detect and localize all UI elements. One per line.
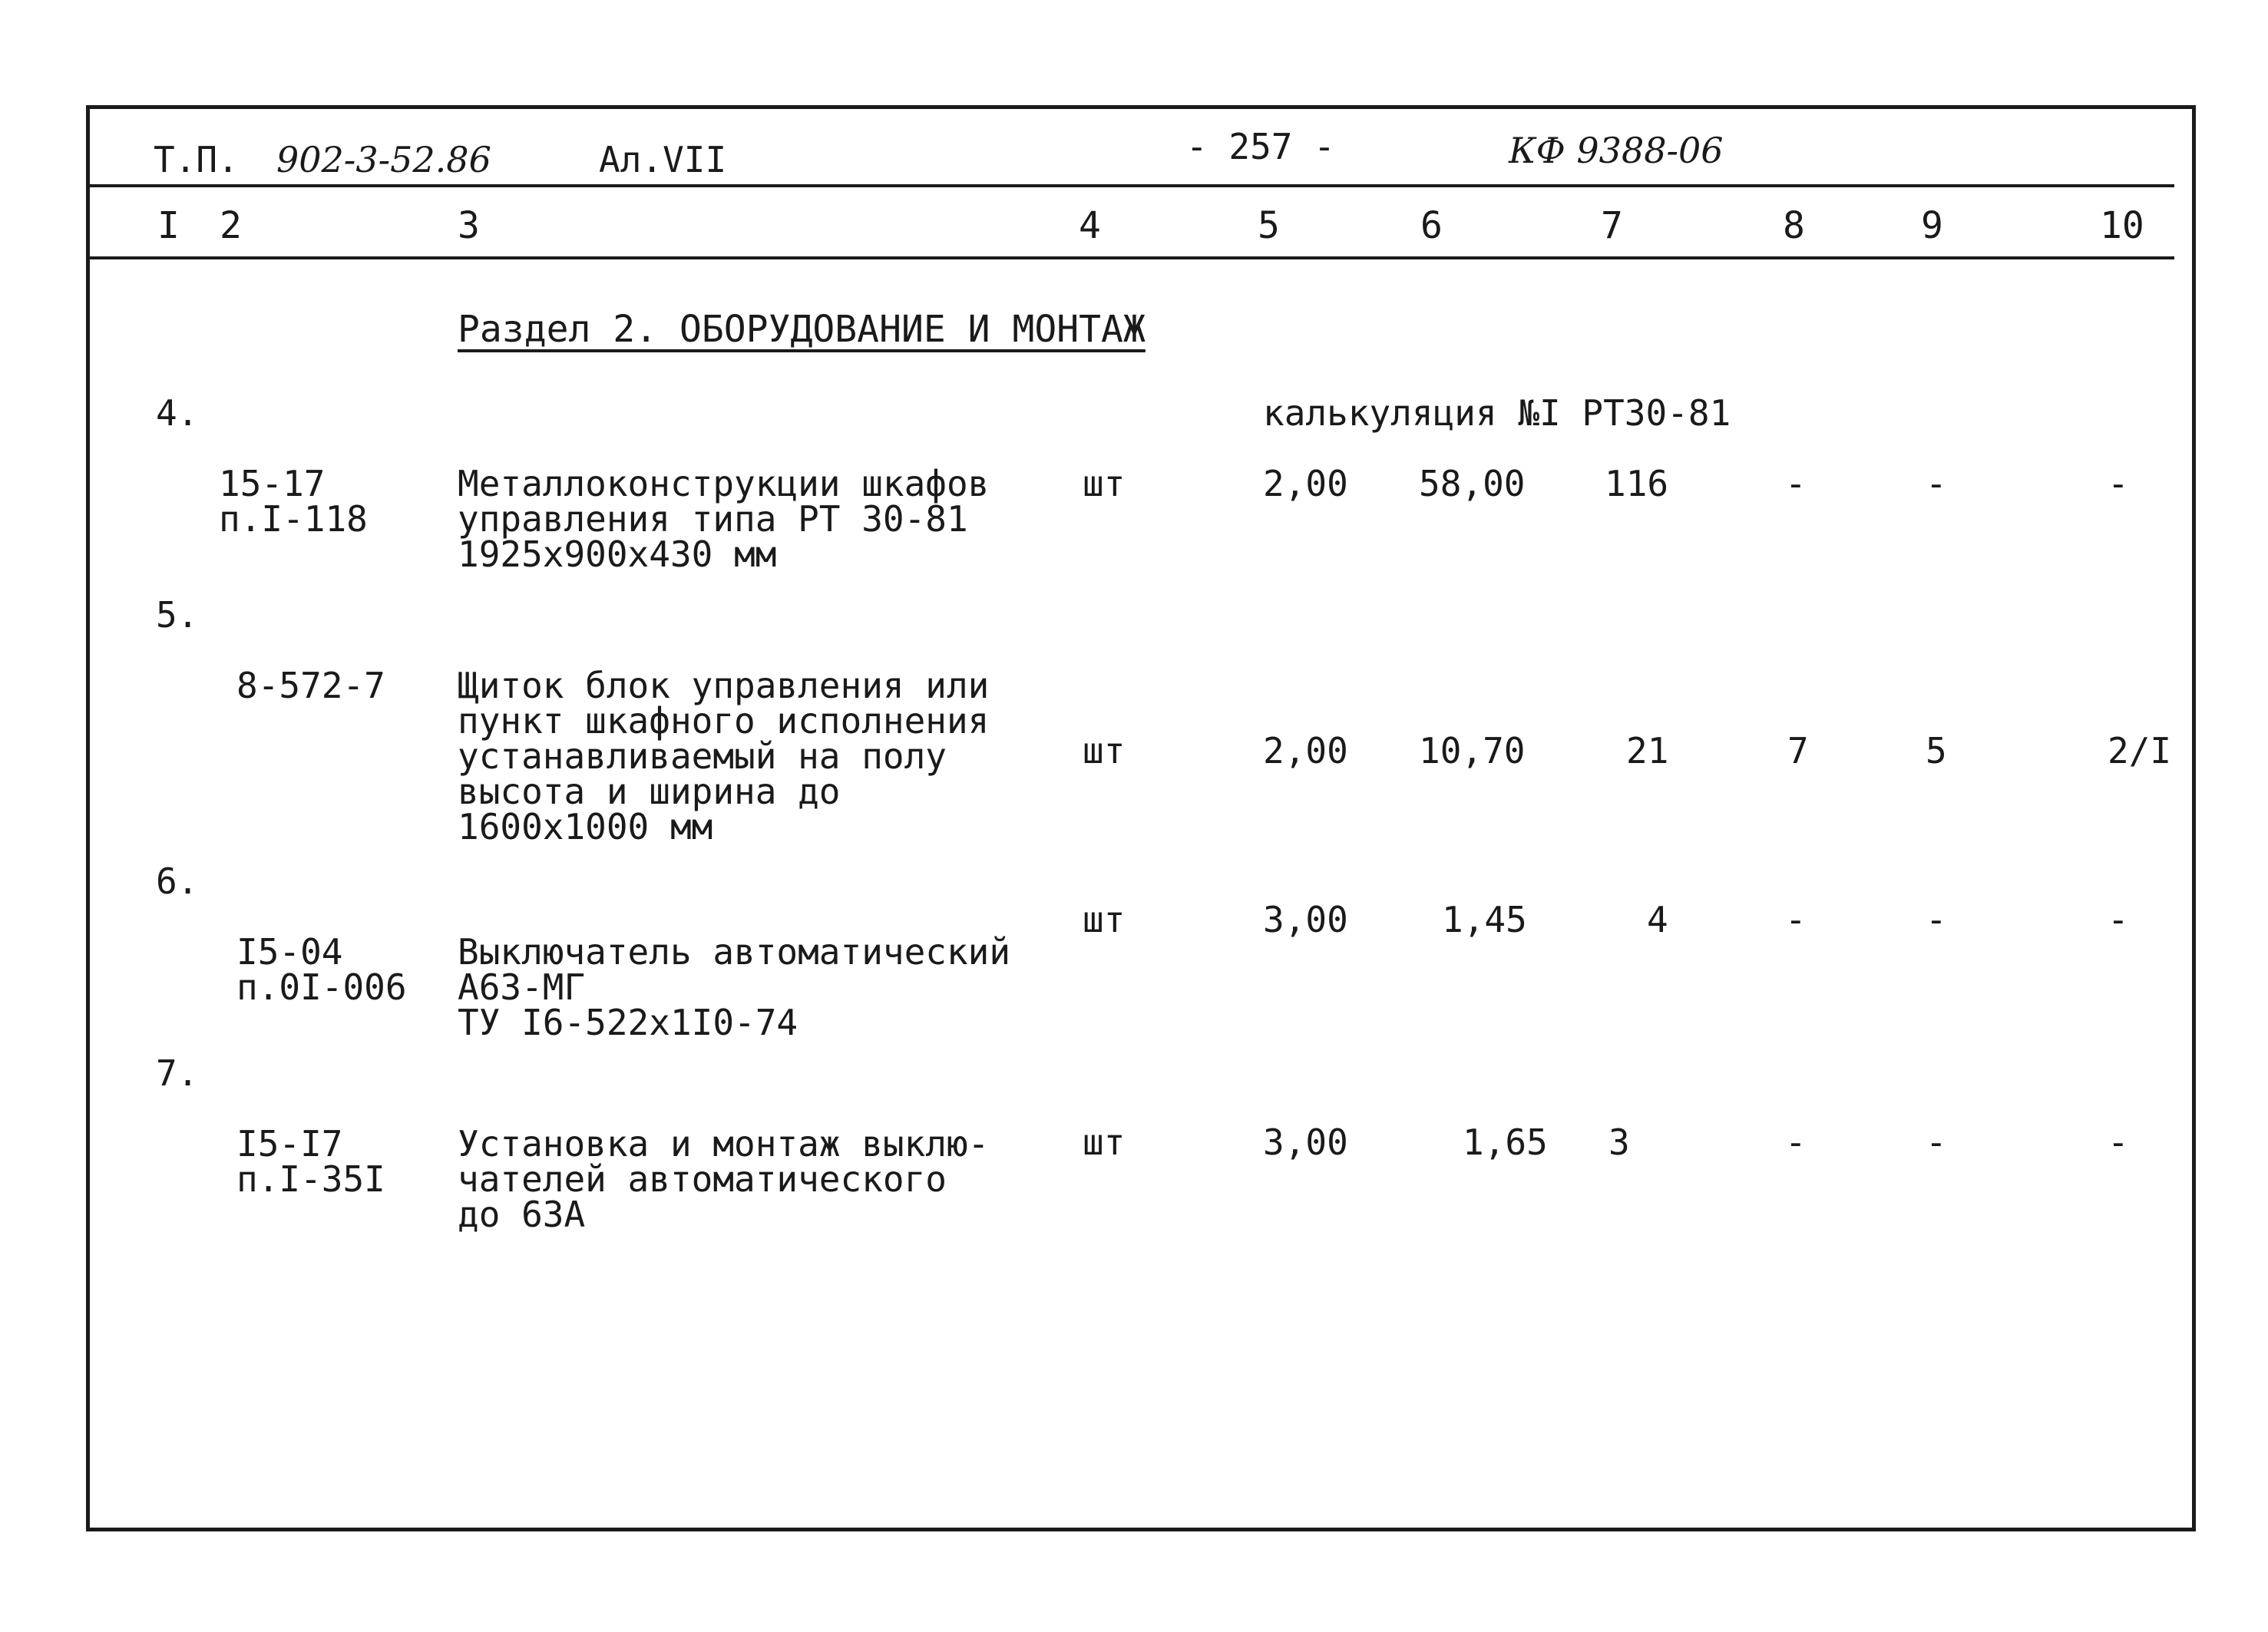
row-number: 7.: [156, 1052, 199, 1094]
column-8-value: -: [1785, 463, 1807, 504]
column-number: 6: [1420, 204, 1443, 247]
column-8-value: -: [1785, 1122, 1807, 1163]
calculation-note: калькуляция №I РТ30-81: [1263, 392, 1731, 434]
unit: шт: [1083, 730, 1126, 771]
section-title: Раздел 2. ОБОРУДОВАНИЕ И МОНТАЖ: [458, 308, 1146, 351]
column-number: 4: [1079, 204, 1101, 247]
column-9-value: -: [1926, 463, 1947, 504]
item-description: Установка и монтаж выклю- чателей автоматического до 63А: [458, 1123, 990, 1235]
unit: шт: [1083, 1122, 1126, 1163]
total-cost: 4: [1647, 899, 1668, 940]
column-10-value: 2/I: [2108, 730, 2172, 771]
column-9-value: -: [1926, 1122, 1947, 1163]
column-9-value: 5: [1926, 730, 1947, 771]
column-number: 10: [2100, 204, 2144, 247]
column-number: 2: [220, 204, 242, 247]
column-number: I: [157, 204, 180, 247]
norm-code: I5-I7 п.I-35I: [236, 1123, 385, 1200]
item-description: Щиток блок управления или пункт шкафного исполнения устанавливаемый на полу высота и ширина до 1600х1000 мм: [458, 665, 990, 847]
document-code: КФ 9388-06: [1509, 130, 1724, 171]
unit-price: 58,00: [1419, 463, 1526, 504]
columns-divider: [86, 256, 2174, 259]
quantity: 2,00: [1263, 730, 1348, 771]
column-8-value: 7: [1787, 730, 1809, 771]
quantity: 2,00: [1263, 463, 1348, 504]
column-number: 9: [1921, 204, 1943, 247]
row-number: 5.: [156, 594, 199, 636]
column-10-value: -: [2108, 1122, 2129, 1163]
project-code: 902-3-52.86: [276, 139, 491, 180]
column-number: 8: [1783, 204, 1805, 247]
quantity: 3,00: [1263, 1122, 1348, 1163]
row-number: 4.: [156, 392, 199, 434]
item-description: Металлоконструкции шкафов управления типа РТ 30-81 1925х900х430 мм: [458, 463, 990, 575]
unit: шт: [1083, 899, 1126, 940]
column-8-value: -: [1785, 899, 1807, 940]
column-number: 7: [1601, 204, 1623, 247]
unit-price: 1,45: [1442, 899, 1527, 940]
total-cost: 116: [1605, 463, 1669, 504]
total-cost: 3: [1608, 1122, 1630, 1163]
unit-price: 10,70: [1419, 730, 1526, 771]
header-divider: [86, 184, 2174, 187]
tp-label: Т.П.: [154, 139, 239, 180]
page-number: - 257 -: [1186, 126, 1335, 167]
column-9-value: -: [1926, 899, 1947, 940]
column-number: 3: [458, 204, 480, 247]
norm-code: I5-04 п.0I-006: [236, 931, 407, 1008]
column-10-value: -: [2108, 463, 2129, 504]
column-10-value: -: [2108, 899, 2129, 940]
album-number: Ал.VII: [599, 139, 727, 180]
row-number: 6.: [156, 861, 199, 902]
item-description: Выключатель автоматический А63-МГ ТУ I6-522х1I0-74: [458, 931, 1011, 1043]
quantity: 3,00: [1263, 899, 1348, 940]
unit: шт: [1083, 463, 1126, 504]
total-cost: 21: [1626, 730, 1669, 771]
norm-code: 8-572-7: [236, 665, 385, 706]
column-number: 5: [1258, 204, 1280, 247]
unit-price: 1,65: [1463, 1122, 1548, 1163]
norm-code: 15-17 п.I-118: [219, 463, 368, 540]
